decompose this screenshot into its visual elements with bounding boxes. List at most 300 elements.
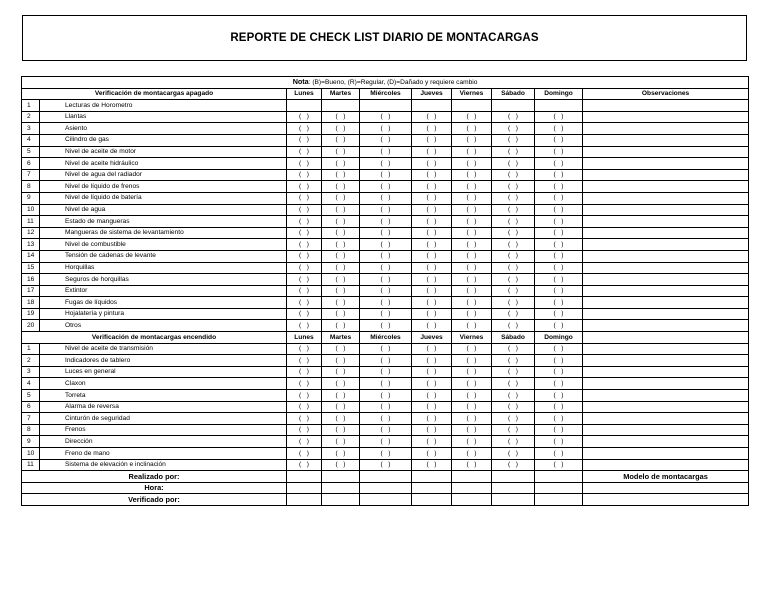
check-cell[interactable]: [360, 436, 412, 448]
check-cell[interactable]: [322, 436, 360, 448]
check-cell[interactable]: [452, 204, 492, 216]
check-cell[interactable]: [412, 100, 452, 112]
check-cell[interactable]: [492, 262, 535, 274]
check-cell[interactable]: [322, 355, 360, 367]
check-cell[interactable]: [412, 169, 452, 181]
check-cell[interactable]: [360, 448, 412, 460]
check-cell[interactable]: [412, 262, 452, 274]
check-cell[interactable]: [452, 390, 492, 402]
observations-cell[interactable]: [583, 390, 749, 402]
check-cell[interactable]: [287, 401, 322, 413]
check-cell[interactable]: [287, 169, 322, 181]
observations-cell[interactable]: [583, 146, 749, 158]
row-number: 3: [22, 366, 40, 378]
check-cell[interactable]: [535, 134, 583, 146]
check-cell[interactable]: [322, 378, 360, 390]
row-number: 6: [22, 158, 40, 170]
check-cell[interactable]: [322, 250, 360, 262]
signature-cell[interactable]: [535, 471, 583, 483]
check-mark: ( ): [380, 449, 391, 457]
check-cell[interactable]: [412, 192, 452, 204]
observations-cell[interactable]: [583, 123, 749, 135]
check-cell[interactable]: [452, 158, 492, 170]
check-cell[interactable]: [287, 192, 322, 204]
check-cell[interactable]: [535, 355, 583, 367]
check-cell[interactable]: [492, 123, 535, 135]
check-cell[interactable]: [412, 227, 452, 239]
check-cell[interactable]: [322, 413, 360, 425]
check-cell[interactable]: [287, 204, 322, 216]
signature-cell[interactable]: [492, 494, 535, 506]
check-cell[interactable]: [287, 111, 322, 123]
check-mark: ( ): [380, 403, 391, 411]
check-cell[interactable]: [535, 216, 583, 228]
check-cell[interactable]: [360, 424, 412, 436]
observations-cell[interactable]: [583, 285, 749, 297]
check-cell[interactable]: [535, 308, 583, 320]
observations-cell[interactable]: [583, 355, 749, 367]
observations-cell[interactable]: [583, 401, 749, 413]
model-cell[interactable]: [583, 494, 749, 506]
check-cell[interactable]: [492, 227, 535, 239]
check-cell[interactable]: [322, 158, 360, 170]
signature-cell[interactable]: [322, 494, 360, 506]
signature-cell[interactable]: [492, 471, 535, 483]
check-cell[interactable]: [492, 297, 535, 309]
check-cell[interactable]: [360, 378, 412, 390]
check-cell[interactable]: [412, 390, 452, 402]
checklist-row: [22, 169, 749, 181]
check-cell[interactable]: [492, 355, 535, 367]
check-cell[interactable]: [535, 436, 583, 448]
check-cell[interactable]: [412, 424, 452, 436]
check-cell[interactable]: [322, 181, 360, 193]
check-cell[interactable]: [322, 390, 360, 402]
check-cell[interactable]: [535, 227, 583, 239]
observations-cell[interactable]: [583, 413, 749, 425]
check-cell[interactable]: [287, 413, 322, 425]
observations-cell[interactable]: [583, 181, 749, 193]
check-cell[interactable]: [492, 343, 535, 355]
observations-cell[interactable]: [583, 216, 749, 228]
check-cell[interactable]: [452, 459, 492, 471]
signature-cell[interactable]: [360, 482, 412, 494]
check-mark: ( ): [335, 124, 346, 132]
check-cell[interactable]: [360, 216, 412, 228]
check-cell[interactable]: [492, 216, 535, 228]
check-mark: ( ): [426, 182, 437, 190]
check-cell[interactable]: [360, 100, 412, 112]
check-cell[interactable]: [287, 181, 322, 193]
check-cell[interactable]: [412, 459, 452, 471]
check-cell[interactable]: [492, 424, 535, 436]
check-cell[interactable]: [492, 448, 535, 460]
check-cell[interactable]: [492, 413, 535, 425]
check-cell[interactable]: [412, 216, 452, 228]
observations-cell[interactable]: [583, 239, 749, 251]
check-cell[interactable]: [492, 320, 535, 332]
check-cell[interactable]: [322, 297, 360, 309]
check-mark: ( ): [466, 206, 477, 214]
check-cell[interactable]: [360, 250, 412, 262]
check-cell[interactable]: [287, 459, 322, 471]
check-cell[interactable]: [535, 111, 583, 123]
check-cell[interactable]: [412, 250, 452, 262]
day-header: Martes: [322, 332, 360, 344]
check-cell[interactable]: [322, 343, 360, 355]
check-cell[interactable]: [492, 181, 535, 193]
check-cell[interactable]: [492, 169, 535, 181]
observations-cell[interactable]: [583, 366, 749, 378]
check-cell[interactable]: [452, 413, 492, 425]
check-cell[interactable]: [535, 192, 583, 204]
check-cell[interactable]: [360, 413, 412, 425]
check-cell[interactable]: [287, 343, 322, 355]
signature-cell[interactable]: [287, 471, 322, 483]
check-cell[interactable]: [452, 111, 492, 123]
observations-cell[interactable]: [583, 250, 749, 262]
observations-cell[interactable]: [583, 169, 749, 181]
check-cell[interactable]: [452, 146, 492, 158]
check-cell[interactable]: [360, 366, 412, 378]
check-cell[interactable]: [287, 424, 322, 436]
observations-cell[interactable]: [583, 459, 749, 471]
check-cell[interactable]: [360, 355, 412, 367]
row-number: 11: [22, 216, 40, 228]
check-cell[interactable]: [412, 158, 452, 170]
row-number: 3: [22, 123, 40, 135]
check-cell[interactable]: [287, 308, 322, 320]
check-cell[interactable]: [360, 227, 412, 239]
check-cell[interactable]: [287, 239, 322, 251]
item-label: Sistema de elevación e inclinación: [40, 459, 287, 471]
check-cell[interactable]: [360, 169, 412, 181]
check-cell[interactable]: [492, 134, 535, 146]
check-cell[interactable]: [412, 343, 452, 355]
check-cell[interactable]: [452, 401, 492, 413]
check-cell[interactable]: [287, 378, 322, 390]
check-mark: ( ): [299, 321, 309, 329]
check-cell[interactable]: [492, 111, 535, 123]
check-cell[interactable]: [322, 204, 360, 216]
signature-cell[interactable]: [452, 471, 492, 483]
check-cell[interactable]: [452, 343, 492, 355]
check-mark: ( ): [553, 124, 564, 132]
check-cell[interactable]: [360, 297, 412, 309]
signature-cell[interactable]: [452, 494, 492, 506]
check-mark: ( ): [553, 414, 564, 422]
check-cell[interactable]: [452, 169, 492, 181]
check-cell[interactable]: [360, 390, 412, 402]
check-cell[interactable]: [452, 181, 492, 193]
check-cell[interactable]: [322, 216, 360, 228]
signature-cell[interactable]: [535, 482, 583, 494]
check-mark: ( ): [299, 391, 309, 399]
check-cell[interactable]: [412, 285, 452, 297]
day-header: Miércoles: [360, 332, 412, 344]
check-cell[interactable]: [360, 123, 412, 135]
check-cell[interactable]: [535, 297, 583, 309]
observations-cell[interactable]: [583, 111, 749, 123]
check-cell[interactable]: [412, 413, 452, 425]
observations-cell[interactable]: [583, 308, 749, 320]
check-cell[interactable]: [535, 390, 583, 402]
check-cell[interactable]: [535, 343, 583, 355]
check-cell[interactable]: [452, 308, 492, 320]
check-cell[interactable]: [492, 285, 535, 297]
check-cell[interactable]: [452, 355, 492, 367]
check-cell[interactable]: [412, 308, 452, 320]
check-cell[interactable]: [412, 297, 452, 309]
check-cell[interactable]: [535, 204, 583, 216]
check-cell[interactable]: [452, 378, 492, 390]
check-cell[interactable]: [287, 216, 322, 228]
check-cell[interactable]: [412, 436, 452, 448]
check-cell[interactable]: [412, 146, 452, 158]
check-cell[interactable]: [322, 146, 360, 158]
check-cell[interactable]: [287, 123, 322, 135]
check-cell[interactable]: [452, 250, 492, 262]
signature-cell[interactable]: [535, 494, 583, 506]
observations-cell[interactable]: [583, 134, 749, 146]
check-cell[interactable]: [452, 320, 492, 332]
check-cell[interactable]: [287, 355, 322, 367]
check-cell[interactable]: [287, 366, 322, 378]
check-cell[interactable]: [492, 204, 535, 216]
check-cell[interactable]: [535, 239, 583, 251]
check-cell[interactable]: [535, 250, 583, 262]
check-cell[interactable]: [452, 216, 492, 228]
check-cell[interactable]: [535, 146, 583, 158]
check-cell[interactable]: [452, 192, 492, 204]
check-cell[interactable]: [492, 250, 535, 262]
observations-cell[interactable]: [583, 262, 749, 274]
check-cell[interactable]: [287, 285, 322, 297]
item-label: Nivel de líquido de batería: [40, 192, 287, 204]
check-cell[interactable]: [322, 320, 360, 332]
signature-cell[interactable]: [322, 471, 360, 483]
check-cell[interactable]: [412, 378, 452, 390]
check-cell[interactable]: [322, 227, 360, 239]
check-cell[interactable]: [492, 436, 535, 448]
check-mark: ( ): [508, 136, 518, 144]
check-cell[interactable]: [322, 308, 360, 320]
check-mark: ( ): [508, 113, 518, 121]
observations-cell[interactable]: [583, 343, 749, 355]
check-cell[interactable]: [322, 123, 360, 135]
check-cell[interactable]: [492, 308, 535, 320]
check-cell[interactable]: [360, 239, 412, 251]
signature-cell[interactable]: [360, 471, 412, 483]
check-cell[interactable]: [287, 100, 322, 112]
signature-cell[interactable]: [492, 482, 535, 494]
check-cell[interactable]: [322, 239, 360, 251]
checklist-row: [22, 146, 749, 158]
check-cell[interactable]: [452, 262, 492, 274]
check-cell[interactable]: [360, 401, 412, 413]
check-cell[interactable]: [452, 274, 492, 286]
observations-cell[interactable]: [583, 332, 749, 344]
check-cell[interactable]: [492, 192, 535, 204]
model-cell[interactable]: [583, 482, 749, 494]
check-cell[interactable]: [535, 123, 583, 135]
check-cell[interactable]: [412, 401, 452, 413]
observations-cell[interactable]: [583, 448, 749, 460]
check-cell[interactable]: [322, 111, 360, 123]
row-number: 17: [22, 285, 40, 297]
check-mark: ( ): [466, 426, 477, 434]
check-cell[interactable]: [535, 262, 583, 274]
checklist-row: [22, 181, 749, 193]
item-label: Claxon: [40, 378, 287, 390]
check-cell[interactable]: [322, 100, 360, 112]
check-cell[interactable]: [452, 227, 492, 239]
observations-cell[interactable]: [583, 158, 749, 170]
check-cell[interactable]: [535, 378, 583, 390]
check-cell[interactable]: [287, 390, 322, 402]
check-cell[interactable]: [322, 366, 360, 378]
signature-cell[interactable]: [287, 482, 322, 494]
check-mark: ( ): [380, 206, 391, 214]
check-cell[interactable]: [492, 378, 535, 390]
check-cell[interactable]: [412, 320, 452, 332]
check-cell[interactable]: [535, 459, 583, 471]
check-cell[interactable]: [535, 158, 583, 170]
check-cell[interactable]: [535, 100, 583, 112]
check-cell[interactable]: [287, 262, 322, 274]
check-cell[interactable]: [535, 424, 583, 436]
check-cell[interactable]: [322, 274, 360, 286]
check-cell[interactable]: [535, 320, 583, 332]
check-cell[interactable]: [452, 239, 492, 251]
observations-cell[interactable]: [583, 274, 749, 286]
check-cell[interactable]: [287, 227, 322, 239]
check-cell[interactable]: [412, 355, 452, 367]
check-cell[interactable]: [535, 181, 583, 193]
observations-cell[interactable]: [583, 227, 749, 239]
check-cell[interactable]: [287, 448, 322, 460]
signature-cell[interactable]: [360, 494, 412, 506]
check-cell[interactable]: [360, 111, 412, 123]
check-cell[interactable]: [322, 169, 360, 181]
check-cell[interactable]: [360, 308, 412, 320]
observations-cell[interactable]: [583, 320, 749, 332]
observations-cell[interactable]: [583, 204, 749, 216]
check-cell[interactable]: [452, 285, 492, 297]
check-cell[interactable]: [360, 262, 412, 274]
check-cell[interactable]: [535, 285, 583, 297]
check-cell[interactable]: [535, 169, 583, 181]
check-cell[interactable]: [287, 146, 322, 158]
check-cell[interactable]: [535, 413, 583, 425]
check-cell[interactable]: [360, 343, 412, 355]
check-cell[interactable]: [322, 448, 360, 460]
check-mark: ( ): [335, 264, 346, 271]
check-cell[interactable]: [287, 250, 322, 262]
check-cell[interactable]: [287, 320, 322, 332]
check-cell[interactable]: [287, 436, 322, 448]
check-cell[interactable]: [360, 192, 412, 204]
check-cell[interactable]: [322, 424, 360, 436]
check-cell[interactable]: [287, 158, 322, 170]
check-cell[interactable]: [412, 134, 452, 146]
check-cell[interactable]: [287, 274, 322, 286]
check-cell[interactable]: [412, 274, 452, 286]
check-cell[interactable]: [287, 297, 322, 309]
check-cell[interactable]: [322, 192, 360, 204]
check-cell[interactable]: [360, 158, 412, 170]
observations-cell[interactable]: [583, 297, 749, 309]
signature-cell[interactable]: [452, 482, 492, 494]
check-cell[interactable]: [322, 262, 360, 274]
check-cell[interactable]: [492, 459, 535, 471]
check-cell[interactable]: [412, 239, 452, 251]
check-cell[interactable]: [412, 111, 452, 123]
check-cell[interactable]: [360, 459, 412, 471]
signature-cell[interactable]: [322, 482, 360, 494]
check-cell[interactable]: [452, 297, 492, 309]
check-cell[interactable]: [492, 390, 535, 402]
check-cell[interactable]: [492, 366, 535, 378]
check-cell[interactable]: [412, 366, 452, 378]
check-mark: ( ): [335, 461, 346, 469]
check-cell[interactable]: [360, 134, 412, 146]
check-cell[interactable]: [492, 401, 535, 413]
check-cell[interactable]: [535, 366, 583, 378]
check-cell[interactable]: [535, 401, 583, 413]
check-cell[interactable]: [360, 146, 412, 158]
check-cell[interactable]: [535, 448, 583, 460]
check-cell[interactable]: [412, 448, 452, 460]
observations-cell[interactable]: [583, 192, 749, 204]
observations-cell[interactable]: [583, 424, 749, 436]
check-cell[interactable]: [492, 158, 535, 170]
check-cell[interactable]: [452, 366, 492, 378]
check-cell[interactable]: [452, 448, 492, 460]
check-cell[interactable]: [535, 274, 583, 286]
check-cell[interactable]: [452, 436, 492, 448]
signature-cell[interactable]: [287, 494, 322, 506]
check-cell[interactable]: [322, 134, 360, 146]
check-cell[interactable]: [360, 285, 412, 297]
check-cell[interactable]: [412, 204, 452, 216]
check-cell[interactable]: [452, 424, 492, 436]
check-cell[interactable]: [452, 100, 492, 112]
check-cell[interactable]: [322, 459, 360, 471]
check-cell[interactable]: [322, 401, 360, 413]
check-cell[interactable]: [452, 123, 492, 135]
check-cell[interactable]: [412, 123, 452, 135]
check-cell[interactable]: [360, 181, 412, 193]
check-cell[interactable]: [360, 274, 412, 286]
check-cell[interactable]: [492, 239, 535, 251]
signature-cell[interactable]: [412, 471, 452, 483]
observations-cell[interactable]: [583, 100, 749, 112]
check-cell[interactable]: [360, 320, 412, 332]
check-cell[interactable]: [412, 181, 452, 193]
signature-cell[interactable]: [412, 494, 452, 506]
check-cell[interactable]: [287, 134, 322, 146]
check-cell[interactable]: [322, 285, 360, 297]
signature-cell[interactable]: [412, 482, 452, 494]
observations-cell[interactable]: [583, 436, 749, 448]
check-cell[interactable]: [360, 204, 412, 216]
check-cell[interactable]: [492, 146, 535, 158]
observations-cell[interactable]: [583, 378, 749, 390]
check-cell[interactable]: [492, 100, 535, 112]
check-cell[interactable]: [492, 274, 535, 286]
check-cell[interactable]: [452, 134, 492, 146]
